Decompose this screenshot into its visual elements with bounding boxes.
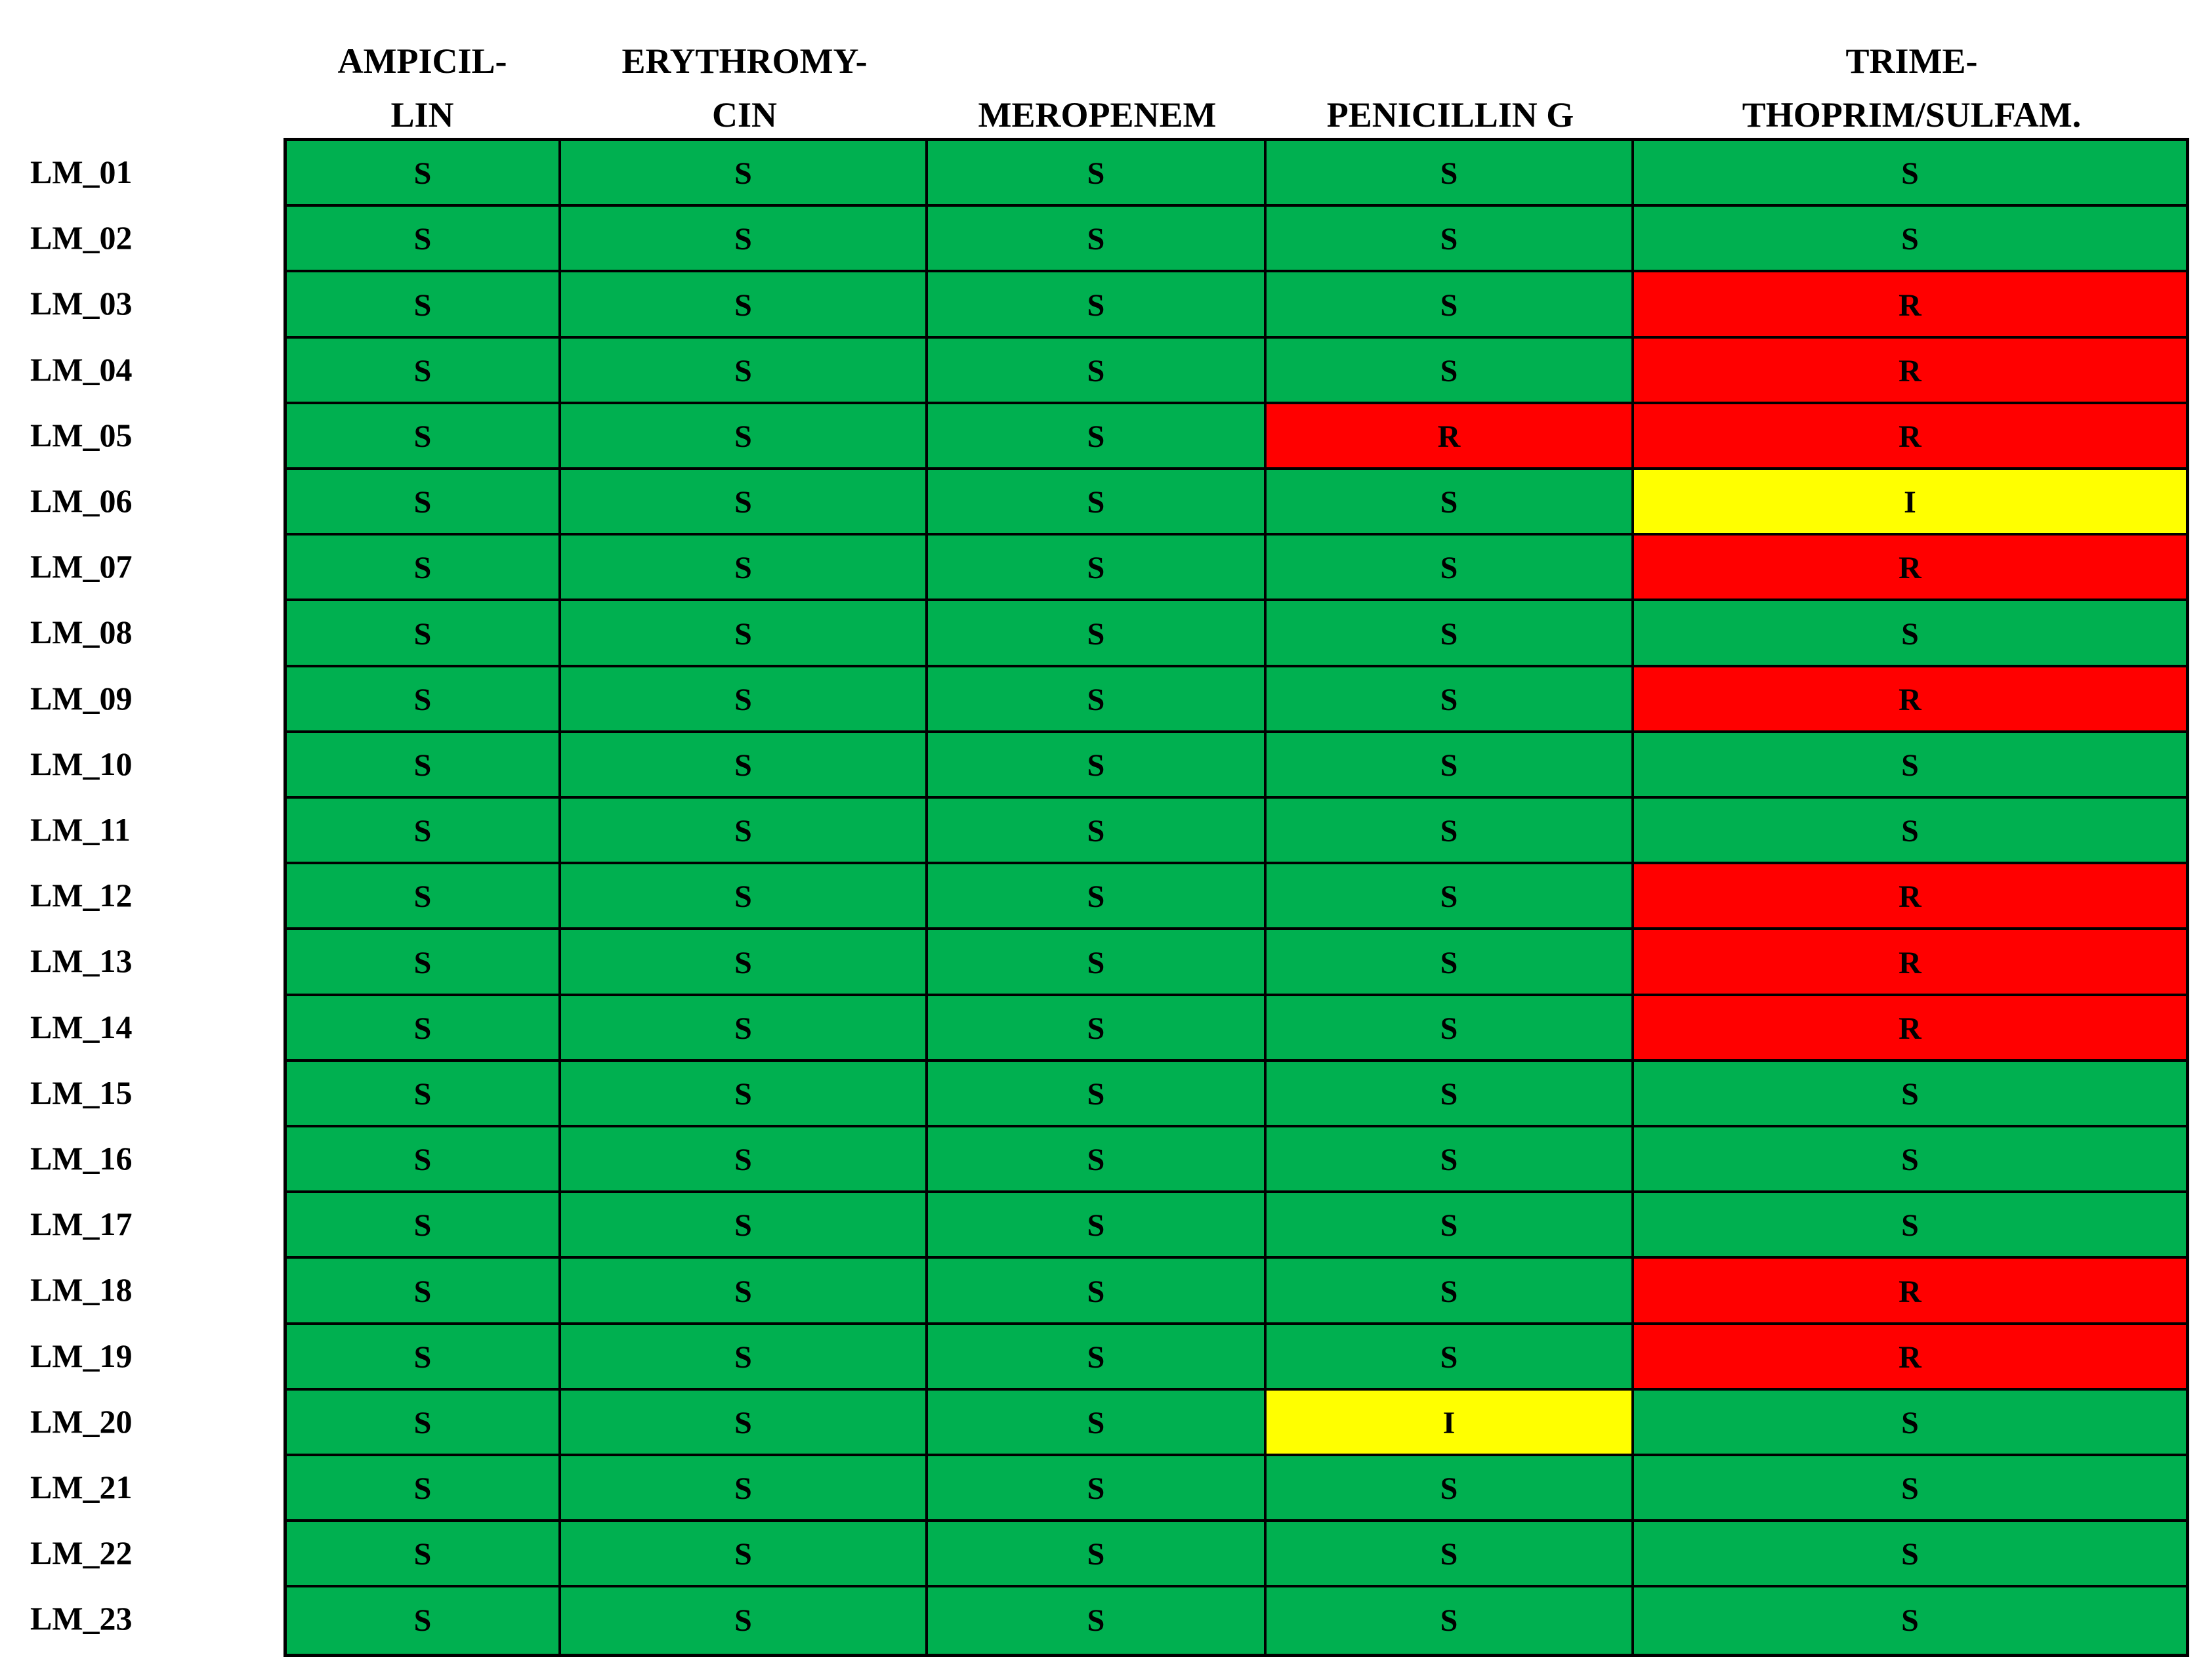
row-label: LM_02	[30, 219, 133, 257]
heatmap-cell: S	[1267, 1456, 1634, 1522]
heatmap-cell: S	[561, 141, 928, 207]
heatmap-cell: S	[928, 207, 1267, 272]
heatmap-cell: S	[561, 733, 928, 799]
heatmap-cell: S	[928, 470, 1267, 536]
row-label: LM_14	[30, 1008, 133, 1045]
heatmap-cell: S	[1267, 996, 1634, 1062]
heatmap-cell: S	[561, 207, 928, 272]
heatmap-cell: S	[928, 1456, 1267, 1522]
heatmap-cell: S	[928, 667, 1267, 733]
row-label: LM_13	[30, 942, 133, 980]
heatmap-cell: S	[1634, 207, 2186, 272]
column-header	[1634, 34, 2189, 142]
heatmap-cell: R	[1267, 404, 1634, 470]
heatmap-cell: S	[928, 1062, 1267, 1127]
heatmap-cell: S	[561, 272, 928, 339]
row-label: LM_21	[30, 1469, 133, 1505]
heatmap-cell: S	[561, 1062, 928, 1127]
heatmap-cell: R	[1634, 1259, 2186, 1325]
heatmap-cell: S	[287, 930, 561, 996]
heatmap-cell: S	[561, 339, 928, 404]
column-header	[283, 34, 561, 142]
heatmap-cell: S	[1267, 1587, 1634, 1654]
heatmap-cell: S	[287, 207, 561, 272]
heatmap-cell: S	[1267, 601, 1634, 667]
heatmap-cell: S	[287, 733, 561, 799]
column-header	[928, 34, 1267, 142]
heatmap-cell: S	[561, 1587, 928, 1654]
heatmap-cell: S	[561, 1391, 928, 1456]
heatmap-cell: S	[561, 667, 928, 733]
heatmap-cell: S	[928, 141, 1267, 207]
heatmap-cell: R	[1634, 404, 2186, 470]
heatmap-cell: S	[561, 1325, 928, 1391]
column-header-line: PENICILLIN G	[1326, 95, 1574, 135]
heatmap-cell: S	[287, 799, 561, 864]
heatmap-cell: S	[287, 996, 561, 1062]
heatmap-cell: S	[1634, 141, 2186, 207]
heatmap-cell: S	[287, 404, 561, 470]
heatmap-cell: S	[561, 996, 928, 1062]
heatmap-cell: S	[561, 799, 928, 864]
heatmap-grid	[283, 138, 2189, 1657]
row-label: LM_17	[30, 1206, 133, 1243]
heatmap-cell: R	[1634, 272, 2186, 339]
row-label: LM_04	[30, 350, 133, 388]
row-label: LM_12	[30, 877, 133, 914]
row-label: LM_23	[30, 1600, 133, 1637]
heatmap-cell: S	[287, 667, 561, 733]
heatmap-cell: S	[1634, 601, 2186, 667]
row-label: LM_10	[30, 745, 133, 782]
heatmap-cell: S	[1634, 1391, 2186, 1456]
heatmap-cell: S	[287, 601, 561, 667]
heatmap-cell: S	[928, 1391, 1267, 1456]
heatmap-cell: S	[928, 996, 1267, 1062]
heatmap-cell: S	[1267, 864, 1634, 930]
row-label: LM_20	[30, 1402, 133, 1440]
heatmap-cell: S	[1267, 141, 1634, 207]
heatmap-cell: S	[1267, 1062, 1634, 1127]
heatmap-cell: S	[561, 404, 928, 470]
row-label: LM_08	[30, 614, 133, 651]
heatmap-cell: S	[287, 1522, 561, 1587]
row-label: LM_01	[30, 154, 133, 190]
heatmap-cell: S	[1267, 272, 1634, 339]
heatmap-cell: R	[1634, 339, 2186, 404]
heatmap-cell: R	[1634, 1325, 2186, 1391]
heatmap-cell: S	[928, 864, 1267, 930]
heatmap-cell: S	[1267, 1193, 1634, 1259]
heatmap-cell: S	[1634, 1587, 2186, 1654]
heatmap-cell: S	[928, 404, 1267, 470]
heatmap-cell: S	[1267, 536, 1634, 601]
heatmap-cell: S	[1634, 1456, 2186, 1522]
heatmap-cell: S	[928, 536, 1267, 601]
heatmap-cell: S	[928, 1325, 1267, 1391]
heatmap-cell: S	[1634, 799, 2186, 864]
heatmap-cell: S	[928, 1193, 1267, 1259]
heatmap-cell: S	[928, 733, 1267, 799]
heatmap-cell: S	[287, 864, 561, 930]
heatmap-cell: S	[561, 1456, 928, 1522]
heatmap-cell: S	[1634, 1522, 2186, 1587]
heatmap-cell: S	[287, 141, 561, 207]
heatmap-cell: S	[287, 1127, 561, 1193]
heatmap-cell: S	[561, 601, 928, 667]
heatmap-cell: S	[287, 1456, 561, 1522]
heatmap-cell: S	[561, 930, 928, 996]
row-label: LM_15	[30, 1074, 133, 1111]
heatmap-cell: S	[928, 1127, 1267, 1193]
heatmap-cell: S	[1267, 470, 1634, 536]
heatmap-cell: S	[287, 1391, 561, 1456]
heatmap-cell: S	[561, 1193, 928, 1259]
row-label: LM_19	[30, 1337, 133, 1374]
heatmap-cell: S	[287, 536, 561, 601]
row-label: LM_22	[30, 1534, 133, 1572]
heatmap-cell: S	[928, 1522, 1267, 1587]
heatmap-cell: R	[1634, 930, 2186, 996]
column-header-line: MEROPENEM	[978, 95, 1217, 135]
heatmap-cell: I	[1634, 470, 2186, 536]
column-header	[1267, 34, 1634, 142]
heatmap-cell: S	[561, 864, 928, 930]
heatmap-cell: S	[287, 1259, 561, 1325]
column-header-line	[1267, 34, 1634, 88]
heatmap-cell: S	[1267, 1127, 1634, 1193]
heatmap-cell: S	[1634, 1062, 2186, 1127]
heatmap-cell: R	[1634, 536, 2186, 601]
heatmap-cell: S	[1267, 1259, 1634, 1325]
column-header-line: CIN	[711, 95, 777, 135]
heatmap-cell: R	[1634, 996, 2186, 1062]
heatmap-cell: S	[287, 339, 561, 404]
column-header-line: ERYTHROMY-	[621, 41, 868, 81]
heatmap-cell: S	[287, 1193, 561, 1259]
heatmap-cell: S	[928, 339, 1267, 404]
heatmap-cell: S	[561, 470, 928, 536]
heatmap-cell: S	[928, 799, 1267, 864]
heatmap-cell: S	[561, 1522, 928, 1587]
heatmap-cell: S	[287, 1062, 561, 1127]
heatmap-cell: S	[1267, 930, 1634, 996]
heatmap-cell: S	[287, 1587, 561, 1654]
column-header-line: THOPRIM/SULFAM.	[1742, 95, 2082, 135]
heatmap-cell: S	[287, 272, 561, 339]
heatmap-cell: S	[1267, 667, 1634, 733]
row-label: LM_05	[30, 416, 133, 453]
heatmap-cell: S	[1267, 1522, 1634, 1587]
heatmap-cell: S	[1634, 1127, 2186, 1193]
heatmap-cell: R	[1634, 864, 2186, 930]
heatmap-cell: S	[928, 1259, 1267, 1325]
heatmap-cell: S	[561, 1127, 928, 1193]
row-label: LM_18	[30, 1271, 133, 1309]
heatmap-cell: S	[928, 930, 1267, 996]
column-header	[561, 34, 928, 142]
row-label: LM_09	[30, 679, 133, 717]
column-header-line	[928, 34, 1267, 88]
row-label: LM_03	[30, 285, 133, 322]
column-header-line: LIN	[390, 95, 454, 135]
column-header-line: TRIME-	[1845, 41, 1978, 81]
column-header-line: AMPICIL-	[337, 41, 507, 81]
heatmap-cell: S	[561, 536, 928, 601]
heatmap-cell: R	[1634, 667, 2186, 733]
heatmap-cell: S	[287, 1325, 561, 1391]
heatmap-cell: S	[928, 601, 1267, 667]
heatmap-cell: S	[1267, 339, 1634, 404]
heatmap-cell: S	[1634, 1193, 2186, 1259]
heatmap-cell: S	[1267, 733, 1634, 799]
heatmap-cell: S	[1634, 733, 2186, 799]
heatmap-cell: S	[1267, 1325, 1634, 1391]
row-label: LM_11	[30, 811, 131, 848]
heatmap-cell: S	[928, 272, 1267, 339]
heatmap-cell: I	[1267, 1391, 1634, 1456]
heatmap-cell: S	[1267, 799, 1634, 864]
heatmap-cell: S	[1267, 207, 1634, 272]
heatmap-cell: S	[561, 1259, 928, 1325]
heatmap-cell: S	[928, 1587, 1267, 1654]
heatmap-cell: S	[287, 470, 561, 536]
row-label: LM_07	[30, 548, 133, 585]
row-label: LM_06	[30, 482, 133, 519]
row-label: LM_16	[30, 1140, 133, 1177]
